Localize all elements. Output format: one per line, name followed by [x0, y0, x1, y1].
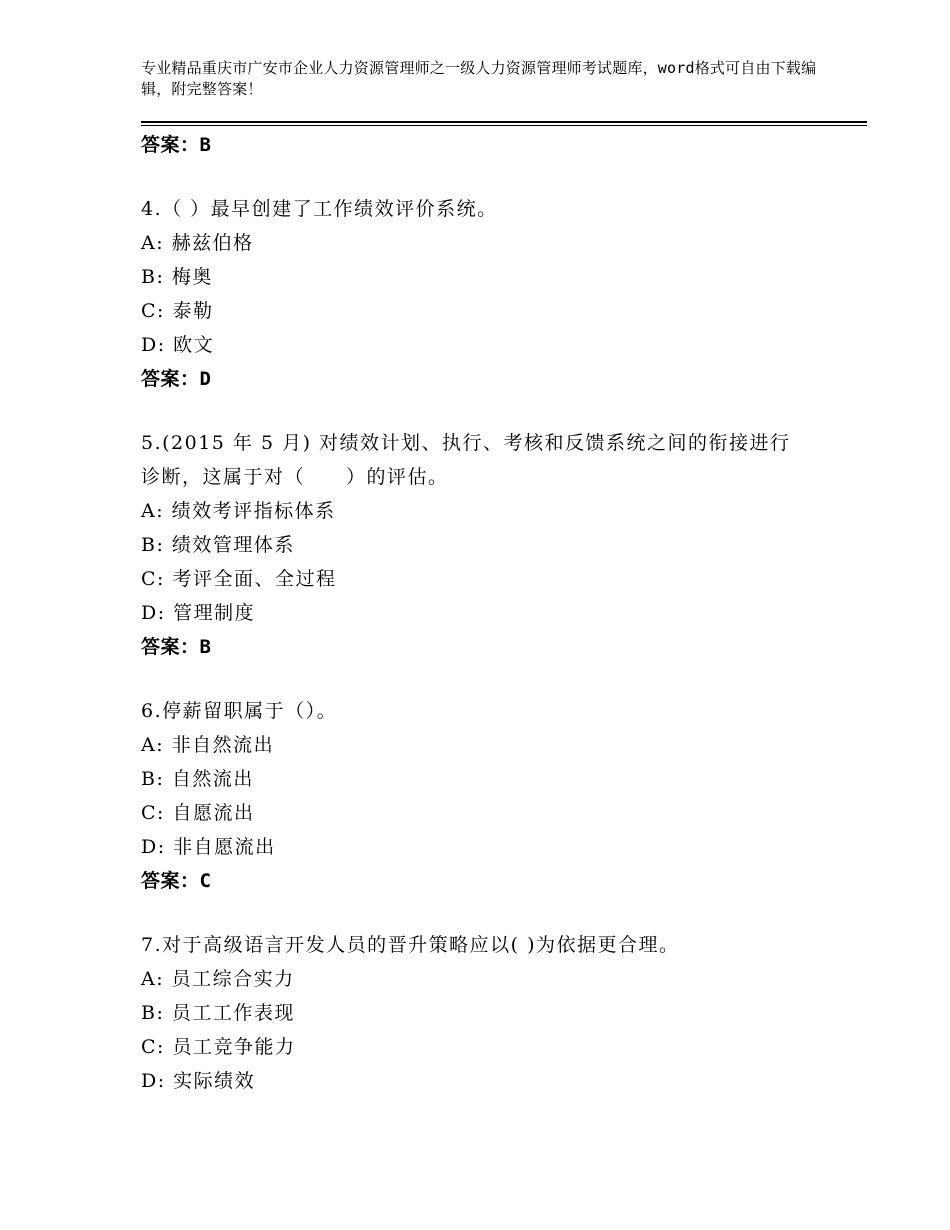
question-stem: 5.(2015 年 5 月) 对绩效计划、执行、考核和反馈系统之间的衔接进行 [141, 432, 791, 454]
option-d: D: 管理制度 [141, 602, 256, 624]
option-d: D: 非自愿流出 [141, 836, 276, 858]
question-stem-continued: 诊断，这属于对（ ）的评估。 [141, 466, 449, 488]
option-c: C: 员工竞争能力 [141, 1036, 296, 1058]
spacer [141, 162, 841, 192]
question-block [141, 426, 841, 664]
option-a: A: 非自然流出 [141, 734, 275, 756]
answer-label: 答案： [141, 134, 200, 156]
question-block [141, 192, 841, 396]
answer-line [141, 864, 841, 898]
option-c: C: 自愿流出 [141, 802, 255, 824]
option-a: A: 赫兹伯格 [141, 232, 254, 254]
option-d: D: 欧文 [141, 334, 215, 356]
option-b: B: 梅奥 [141, 266, 213, 288]
header-rule-thin [141, 125, 867, 126]
question-block [141, 694, 841, 898]
option-b: B: 自然流出 [141, 768, 254, 790]
option-d: D: 实际绩效 [141, 1070, 256, 1092]
option-b: B: 员工工作表现 [141, 1002, 295, 1024]
answer-label: 答案： [141, 636, 200, 658]
spacer [141, 396, 841, 426]
spacer [141, 898, 841, 928]
answer-line [141, 630, 841, 664]
spacer [141, 664, 841, 694]
document-header: 专业精品重庆市广安市企业人力资源管理师之一级人力资源管理师考试题库，word格式可自由下载编辑，附完整答案！ [141, 59, 817, 98]
option-a: A: 绩效考评指标体系 [141, 500, 336, 522]
answer-line [141, 362, 841, 396]
question-block [141, 928, 841, 1098]
question-stem: 4.（ ）最早创建了工作绩效评价系统。 [141, 198, 498, 220]
answer-label: 答案： [141, 870, 200, 892]
header-rule-thick [141, 121, 867, 123]
answer-label: 答案： [141, 368, 200, 390]
option-c: C: 泰勒 [141, 300, 214, 322]
answer-value: B [199, 636, 212, 658]
option-c: C: 考评全面、全过程 [141, 568, 337, 590]
answer-line [141, 128, 841, 162]
question-list [141, 128, 841, 1098]
answer-value: D [199, 368, 212, 390]
answer-value: C [199, 870, 212, 892]
question-stem: 7.对于高级语言开发人员的晋升策略应以( )为依据更合理。 [141, 934, 680, 956]
option-a: A: 员工综合实力 [141, 968, 295, 990]
question-stem: 6.停薪留职属于（）。 [141, 700, 338, 722]
answer-value: B [199, 134, 212, 156]
option-b: B: 绩效管理体系 [141, 534, 295, 556]
